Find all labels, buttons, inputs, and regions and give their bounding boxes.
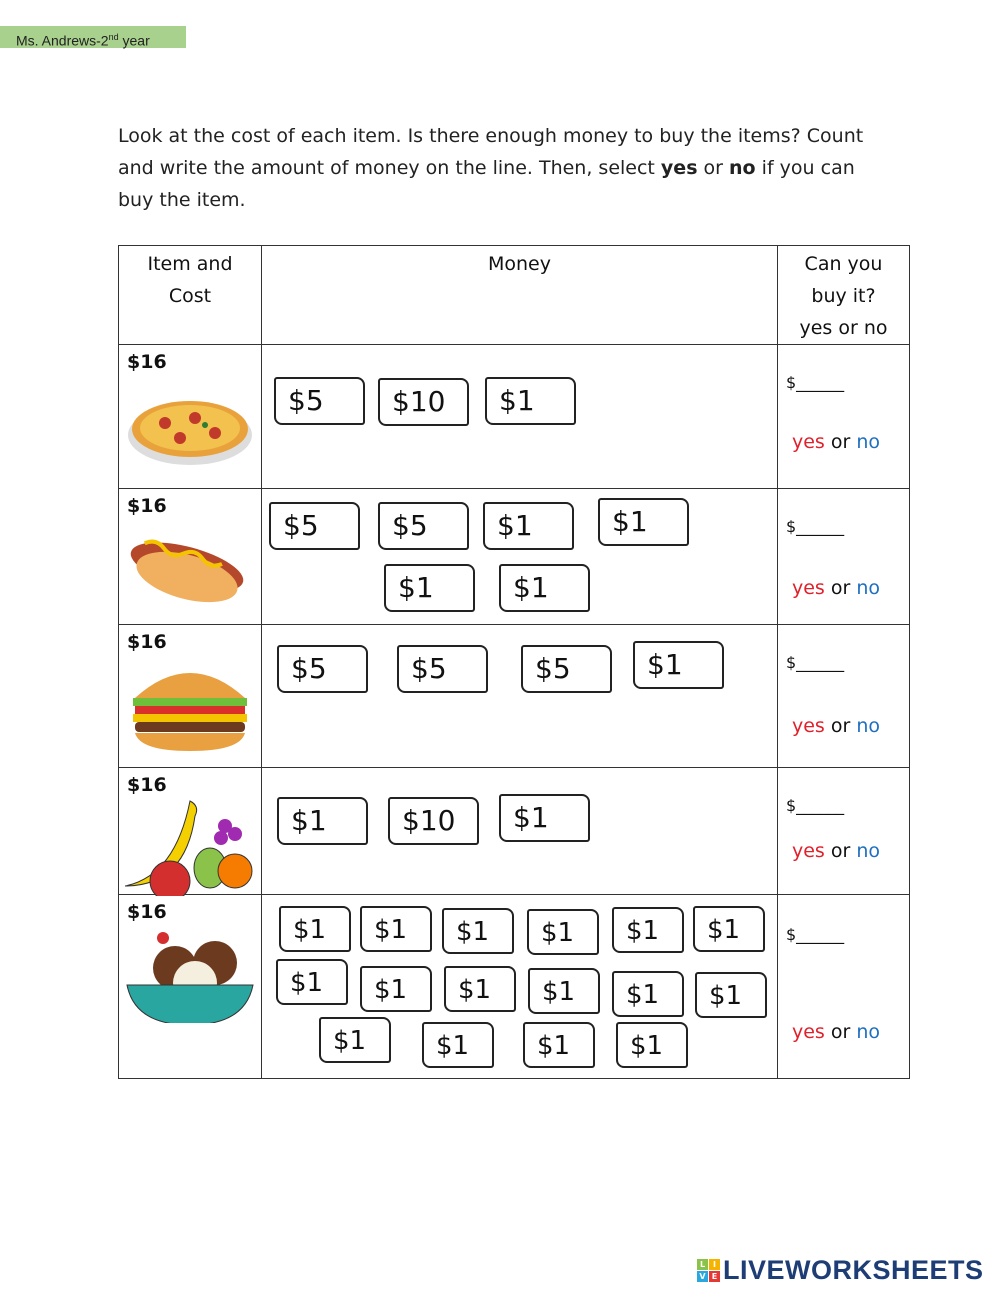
item-cell [119, 768, 262, 895]
item-cost: $16 [127, 495, 167, 517]
money-bill: $1 [598, 498, 689, 546]
fruit-icon [125, 796, 255, 896]
item-cell [119, 625, 262, 768]
logo-cubes-icon: L I V E [697, 1259, 720, 1282]
item-cost: $16 [127, 901, 167, 923]
header-item: Item and Cost [119, 246, 262, 345]
no-option[interactable]: no [856, 715, 881, 737]
amount-input[interactable]: $______ [786, 925, 845, 944]
money-bill: $1 [442, 908, 514, 954]
money-cell [262, 489, 778, 625]
answer-cell [778, 625, 910, 768]
money-bill: $5 [521, 645, 612, 693]
money-cell [262, 345, 778, 489]
money-bill: $1 [499, 794, 590, 842]
money-bill: $1 [444, 966, 516, 1012]
money-bill: $1 [360, 966, 432, 1012]
table-row [119, 768, 910, 895]
yes-option[interactable]: yes [792, 431, 825, 453]
amount-input[interactable]: $______ [786, 796, 845, 815]
amount-input[interactable]: $______ [786, 653, 845, 672]
header-buy: Can you buy it? yes or no [778, 246, 910, 345]
money-bill: $1 [612, 971, 684, 1017]
yes-no-choice: yes or no [792, 1021, 881, 1043]
no-option[interactable]: no [856, 840, 881, 862]
money-bill: $1 [523, 1022, 595, 1068]
money-bill: $10 [378, 378, 469, 426]
money-bill: $5 [397, 645, 488, 693]
yes-no-choice: yes or no [792, 431, 881, 453]
table-row [119, 489, 910, 625]
money-cell [262, 768, 778, 895]
item-cost: $16 [127, 351, 167, 373]
money-bill: $1 [279, 906, 351, 952]
teacher-tag: Ms. Andrews-2nd year [0, 26, 186, 48]
answer-cell [778, 345, 910, 489]
yes-option[interactable]: yes [792, 1021, 825, 1043]
liveworksheets-logo: L I V E LIVEWORKSHEETS [697, 1255, 984, 1286]
money-bill: $1 [277, 797, 368, 845]
table-row [119, 625, 910, 768]
yes-no-choice: yes or no [792, 715, 881, 737]
money-bill: $1 [483, 502, 574, 550]
money-bill: $1 [612, 907, 684, 953]
table-header-row [119, 246, 910, 345]
ice-cream-sundae-icon [125, 923, 255, 1023]
money-bill: $5 [277, 645, 368, 693]
money-cell [262, 625, 778, 768]
money-bill: $1 [693, 906, 765, 952]
yes-option[interactable]: yes [792, 840, 825, 862]
item-cell [119, 489, 262, 625]
yes-no-choice: yes or no [792, 577, 881, 599]
item-cost: $16 [127, 774, 167, 796]
money-bill: $1 [528, 968, 600, 1014]
money-bill: $1 [384, 564, 475, 612]
money-bill: $1 [633, 641, 724, 689]
table-row [119, 895, 910, 1079]
money-bill: $1 [616, 1022, 688, 1068]
money-bill: $5 [269, 502, 360, 550]
money-bill: $1 [276, 959, 348, 1005]
burger-icon [125, 653, 255, 753]
amount-input[interactable]: $______ [786, 373, 845, 392]
header-money: Money [262, 246, 778, 345]
item-cell [119, 345, 262, 489]
yes-option[interactable]: yes [792, 715, 825, 737]
money-bill: $5 [378, 502, 469, 550]
item-cost: $16 [127, 631, 167, 653]
money-table [118, 245, 910, 1079]
pizza-icon [125, 373, 255, 473]
money-bill: $10 [388, 797, 479, 845]
answer-cell [778, 768, 910, 895]
amount-input[interactable]: $______ [786, 517, 845, 536]
answer-cell [778, 489, 910, 625]
hot-dog-icon [125, 517, 255, 617]
yes-option[interactable]: yes [792, 577, 825, 599]
no-option[interactable]: no [856, 431, 881, 453]
money-bill: $1 [695, 972, 767, 1018]
money-bill: $1 [360, 906, 432, 952]
money-cell [262, 895, 778, 1079]
instructions: Look at the cost of each item. Is there enough money to buy the items? Count and write the amount of money on the line. Then, select yes or no if you can buy the item. [118, 125, 864, 211]
table-row [119, 345, 910, 489]
money-bill: $1 [319, 1017, 391, 1063]
no-option[interactable]: no [856, 1021, 881, 1043]
no-option[interactable]: no [856, 577, 881, 599]
money-bill: $5 [274, 377, 365, 425]
money-bill: $1 [422, 1022, 494, 1068]
money-bill: $1 [527, 909, 599, 955]
answer-cell [778, 895, 910, 1079]
money-bill: $1 [485, 377, 576, 425]
yes-no-choice: yes or no [792, 840, 881, 862]
money-bill: $1 [499, 564, 590, 612]
item-cell [119, 895, 262, 1079]
